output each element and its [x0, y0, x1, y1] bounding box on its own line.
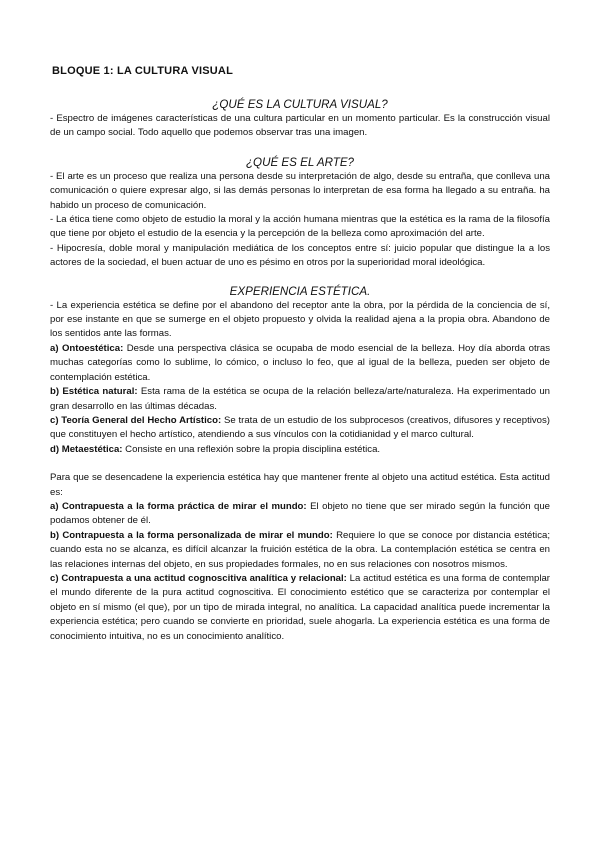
- item-text: Desde una perspectiva clásica se ocupaba de modo esencial de la belleza. Hoy día aborda otras muchas categorías como lo sublime, lo cómico, o incluso lo feo, que al igual de la belleza, pueden ser objeto de contemplación estética.: [50, 342, 550, 383]
- list-item-actitud-cognoscitiva: [50, 572, 550, 644]
- paragraph-arte-2: - La ética tiene como objeto de estudio la moral y la acción humana mientras que la estética es la rama de la filosofía que tiene por objeto el estudio de la esencia y la percepción de la belleza como aproximación del arte.: [50, 214, 550, 240]
- paragraph-experiencia-intro: - La experiencia estética se define por el abandono del receptor ante la obra, por la pérdida de la conciencia de sí, por ese instante en que se sumerge en el objeto propuesto y olvida la realidad ajena a la propia obra. Abandono de los sentidos ante las formas.: [50, 299, 550, 340]
- item-label: a) Ontoestética:: [50, 342, 124, 354]
- paragraph-actitud-intro: Para que se desencadene la experiencia estética hay que mantener frente al objeto una actitud estética. Esta actitud es:: [50, 472, 550, 498]
- paragraph-arte-3: - Hipocresía, doble moral y manipulación mediática de los conceptos entre sí: juicio popular que distingue la a los actores de la sociedad, el buen actuar de uno es pésimo en otros por la superioridad moral ideológica.: [50, 242, 550, 269]
- item-text: Se trata de un estudio de los subprocesos (creativos, difusores y receptivos) que constituyen el hecho artístico, atendiendo a sus vínculos con la cotidianidad y el marco cultural.: [50, 414, 550, 441]
- item-text: Requiere lo que se conoce por distancia estética; cuando esta no se alcanza, es difícil alcanzar la fruición estética de la obra. La contemplación estética se centra en las relaciones internas del objeto, en sus propiedades formales, no en sus relaciones con nosotros mismos.: [50, 529, 550, 570]
- item-label: d) Metaestética:: [50, 443, 123, 455]
- list-item-ontoestetica: [50, 342, 550, 385]
- paragraph-cultura-visual: - Espectro de imágenes características de una cultura particular en un momento particular. Es la construcción visual de un campo social. Todo aquello que podemos observar tras una imagen.: [50, 113, 550, 139]
- list-item-metaestetica: [50, 443, 550, 457]
- paragraph-arte-1: - El arte es un proceso que realiza una persona desde su interpretación de algo, desde su entraña, que conlleva una comunicación o quiere expresar algo, si las demás personas lo interpretan de esa forma ha llegado a su entraña. ha habido un proceso de comunicación.: [50, 170, 550, 211]
- heading-experiencia-estetica: EXPERIENCIA ESTÉTICA.: [229, 284, 371, 298]
- item-label: b) Estética natural:: [50, 386, 138, 398]
- item-text: El objeto no tiene que ser mirado según la función que podamos obtener de él.: [50, 500, 550, 527]
- item-text: La actitud estética es una forma de contemplar el mundo diferente de la pura actitud cognoscitiva. El conocimiento estético que se caracteriza por contemplar el objeto en sí mismo (el que), por un tipo de mirada integral, no analítica. La capacidad analítica puede incrementar la experiencia estética; pero cuando se convierte en prioridad, suele ahogarla. La experiencia estética es una forma de conocimiento intuitiva, no es un conocimiento analítico.: [50, 572, 550, 642]
- item-label: c) Teoría General del Hecho Artístico:: [50, 414, 222, 426]
- list-item-teoria-general: [50, 414, 550, 443]
- document-title: BLOQUE 1: LA CULTURA VISUAL: [52, 65, 233, 77]
- item-label: a) Contrapuesta a la forma práctica de mirar el mundo:: [50, 500, 307, 512]
- item-label: c) Contrapuesta a una actitud cognoscitiva analítica y relacional:: [50, 572, 347, 584]
- list-item-estetica-natural: [50, 385, 550, 414]
- item-text: Esta rama de la estética se ocupa de la relación belleza/arte/naturaleza. Ha experimentado un gran desarrollo en las últimas décadas.: [50, 386, 550, 412]
- heading-arte: ¿QUÉ ES EL ARTE?: [245, 155, 355, 169]
- document-body: [50, 98, 550, 644]
- list-item-forma-practica: [50, 500, 550, 529]
- item-text: Consiste en una reflexión sobre la propia disciplina estética.: [122, 443, 381, 455]
- heading-cultura-visual: ¿QUÉ ES LA CULTURA VISUAL?: [212, 98, 388, 111]
- list-item-forma-personalizada: [50, 529, 550, 572]
- item-label: b) Contrapuesta a la forma personalizada de mirar el mundo:: [50, 529, 333, 541]
